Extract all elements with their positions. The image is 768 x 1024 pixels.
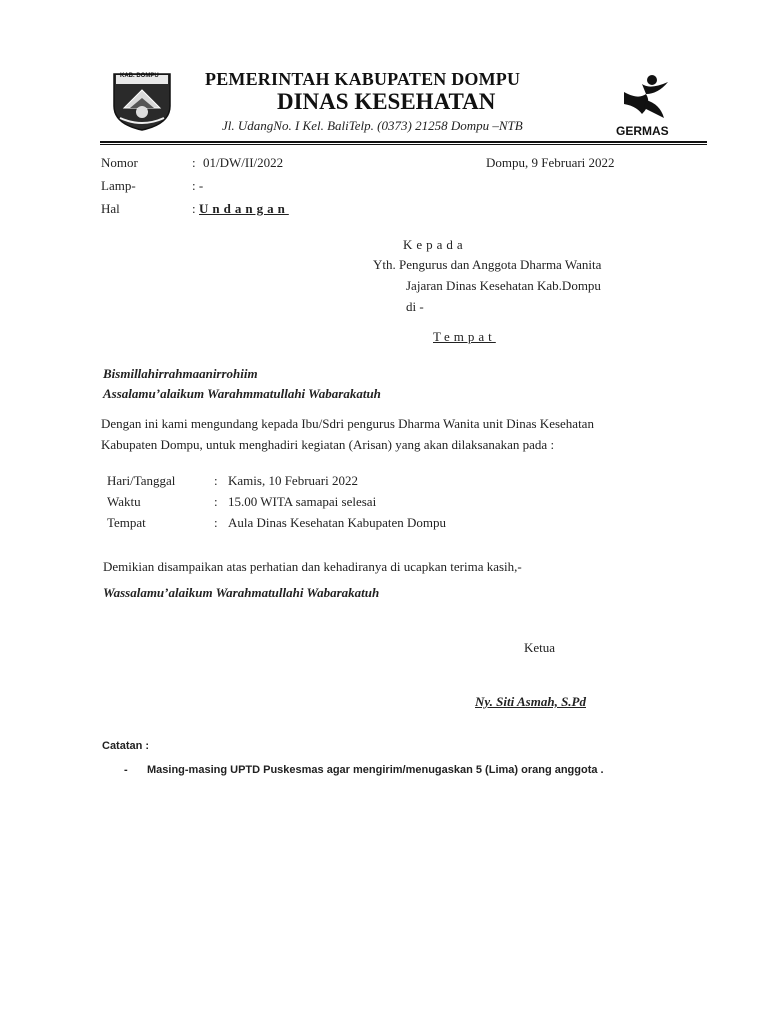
government-title: PEMERINTAH KABUPATEN DOMPU bbox=[205, 69, 521, 89]
letter-date: Dompu, 9 Februari 2022 bbox=[486, 155, 615, 170]
tempat-heading: Tempat bbox=[433, 329, 496, 344]
detail-sep-place: : bbox=[214, 515, 218, 530]
header-rule-thick bbox=[100, 141, 707, 143]
notes-item: Masing-masing UPTD Puskesmas agar mengirim/menugaskan 5 (Lima) orang anggota . bbox=[147, 764, 604, 776]
office-title: DINAS KESEHATAN bbox=[277, 89, 496, 114]
nomor-value: 01/DW/II/2022 bbox=[203, 155, 284, 170]
nomor-label: Nomor bbox=[101, 155, 138, 170]
detail-label-place: Tempat bbox=[107, 515, 146, 530]
recipient-line-2: Jajaran Dinas Kesehatan Kab.Dompu bbox=[406, 278, 601, 293]
detail-label-date: Hari/Tanggal bbox=[107, 473, 176, 488]
crest-text: KAB. DOMPU bbox=[120, 73, 159, 79]
germas-label: GERMAS bbox=[616, 124, 669, 138]
office-address: Jl. UdangNo. I Kel. BaliTelp. (0373) 21258 Dompu –NTB bbox=[222, 118, 523, 133]
signer-name: Ny. Siti Asmah, S.Pd bbox=[475, 694, 587, 709]
hal-value: Undangan bbox=[199, 201, 289, 216]
paragraph-line-2: Kabupaten Dompu, untuk menghadiri kegiatan (Arisan) yang akan dilaksanakan pada : bbox=[101, 437, 555, 452]
lamp-value: : - bbox=[192, 178, 204, 193]
salam-close: Wassalamu’alaikum Warahmatullahi Wabarakatuh bbox=[103, 585, 380, 600]
salam-open: Assalamu’alaikum Warahmmatullahi Wabarakatuh bbox=[103, 386, 381, 401]
nomor-sep: : bbox=[192, 155, 196, 170]
notes-label: Catatan : bbox=[102, 740, 150, 752]
detail-value-place: Aula Dinas Kesehatan Kabupaten Dompu bbox=[228, 515, 447, 530]
hal-label: Hal bbox=[101, 201, 120, 216]
signer-title: Ketua bbox=[524, 640, 556, 655]
lamp-label: Lamp- bbox=[101, 178, 136, 193]
detail-sep-time: : bbox=[214, 494, 218, 509]
regency-crest-logo bbox=[110, 72, 174, 132]
recipient-line-1: Yth. Pengurus dan Anggota Dharma Wanita bbox=[373, 257, 602, 272]
closing-sentence: Demikian disampaikan atas perhatian dan kehadiranya di ucapkan terima kasih,- bbox=[103, 559, 522, 574]
detail-value-date: Kamis, 10 Februari 2022 bbox=[228, 473, 358, 488]
paragraph-line-1: Dengan ini kami mengundang kepada Ibu/Sdri pengurus Dharma Wanita unit Dinas Kesehatan bbox=[101, 416, 594, 431]
header-rule-thin bbox=[100, 144, 707, 145]
recipient-line-3: di - bbox=[406, 299, 424, 314]
bismillah: Bismillahirrahmaanirrohiim bbox=[103, 366, 258, 381]
germas-logo bbox=[612, 74, 684, 140]
detail-value-time: 15.00 WITA samapai selesai bbox=[228, 494, 377, 509]
kepada-label: Kepada bbox=[403, 237, 467, 252]
notes-bullet: - bbox=[124, 764, 128, 776]
hal-sep: : bbox=[192, 201, 196, 216]
detail-label-time: Waktu bbox=[107, 494, 141, 509]
detail-sep-date: : bbox=[214, 473, 218, 488]
